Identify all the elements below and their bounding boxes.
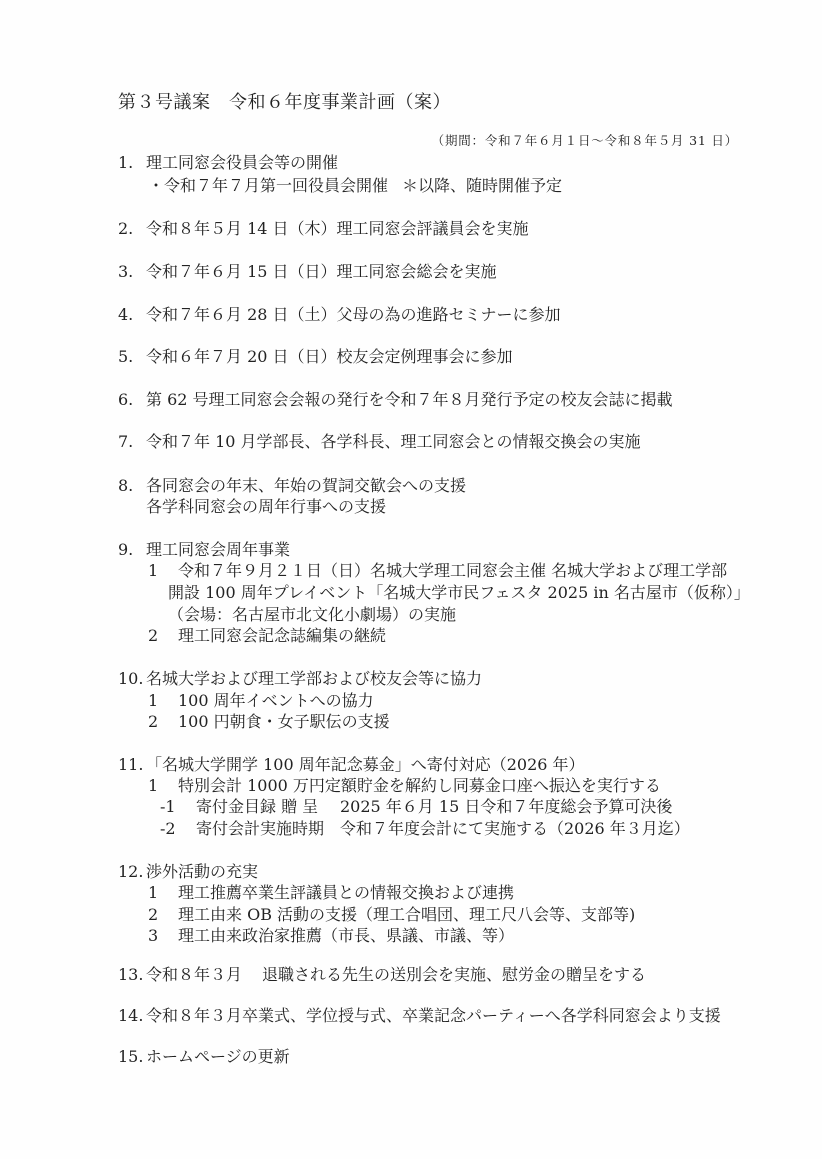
item-number: 4.: [118, 305, 134, 324]
item-text: 理工同窓会周年事業: [146, 540, 291, 559]
subitem-text: 特別会計 1000 万円定額貯金を解約し同募金口座へ振込を実行する: [178, 776, 661, 795]
item-text: 令和６年７月 20 日（日）校友会定例理事会に参加: [146, 347, 513, 366]
subitem-number: 1: [148, 883, 159, 902]
item-text: 令和７年６月 15 日（日）理工同窓会総会を実施: [146, 262, 497, 281]
subsubitem-detail: 令和７年度会計にて実施する（2026 年３月迄）: [340, 819, 690, 838]
item-number: 10.: [118, 669, 144, 688]
item-subtext: ・令和７年７月第一回役員会開催: [148, 176, 389, 195]
item-number: 11.: [118, 755, 144, 774]
subitem-text: 理工由来政治家推薦（市長、県議、市議、等）: [178, 926, 515, 945]
item-text: 令和８年３月卒業式、学位授与式、卒業記念パーティーへ各学科同窓会より支援: [146, 1006, 721, 1025]
period-note: （期間：令和７年６月１日～令和８年５月 31 日）: [431, 133, 738, 148]
subitem-text: 100 円朝食・女子駅伝の支援: [178, 712, 390, 731]
item-number: 14.: [118, 1006, 144, 1025]
item-number: 2.: [118, 219, 134, 238]
item-text: 令和８年５月 14 日（木）理工同窓会評議員会を実施: [146, 219, 529, 238]
item-number: 3.: [118, 262, 134, 281]
subitem-text: 理工推薦卒業生評議員との情報交換および連携: [178, 883, 515, 902]
document-title: 第３号議案 令和６年度事業計画（案）: [118, 92, 451, 113]
item-number: 6.: [118, 390, 134, 409]
item-text: 令和７年 10 月学部長、各学科長、理工同窓会との情報交換会の実施: [146, 432, 641, 451]
item-text-continued: 各学科同窓会の周年行事への支援: [146, 497, 387, 516]
item-text: 令和８年３月: [146, 965, 243, 984]
item-number: 7.: [118, 432, 134, 451]
subsubitem-number: -1: [160, 797, 176, 816]
subitem-text: 理工由来 OB 活動の支援（理工合唱団、理工尺八会等、支部等): [178, 905, 636, 924]
item-number: 9.: [118, 540, 134, 559]
subitem-number: 1: [148, 561, 159, 580]
item-text: 渉外活動の充実: [146, 862, 259, 881]
item-text: 令和７年６月 28 日（土）父母の為の進路セミナーに参加: [146, 305, 561, 324]
subitem-number: 1: [148, 776, 159, 795]
subitem-text-continued: 開設 100 周年プレイベント「名城大学市民フェスタ 2025 in 名古屋市（仮称）」: [168, 583, 750, 602]
item-number: 12.: [118, 862, 144, 881]
item-subnote: ＊以降、随時開催予定: [402, 176, 563, 195]
subitem-text: 理工同窓会記念誌編集の継続: [178, 626, 387, 645]
subitem-text-continued: （会場：名古屋市北文化小劇場）の実施: [168, 605, 457, 624]
subitem-number: 2: [148, 905, 159, 924]
subsubitem-detail: 2025 年６月 15 日令和７年度総会予算可決後: [340, 797, 673, 816]
item-number: 8.: [118, 476, 134, 495]
subitem-number: 2: [148, 712, 159, 731]
subitem-number: 1: [148, 691, 159, 710]
subitem-number: 3: [148, 926, 159, 945]
item-text: ホームページの更新: [146, 1047, 290, 1066]
item-text: 名城大学および理工学部および校友会等に協力: [146, 669, 483, 688]
item-text: 「名城大学開学 100 周年記念募金」へ寄付対応（2026 年）: [146, 755, 585, 774]
subsubitem-label: 寄付会計実施時期: [196, 819, 325, 838]
item-text: 第 62 号理工同窓会会報の発行を令和７年８月発行予定の校友会誌に掲載: [146, 390, 673, 409]
item-number: 5.: [118, 347, 134, 366]
item-detail: 退職される先生の送別会を実施、慰労金の贈呈をする: [262, 965, 647, 984]
item-text: 各同窓会の年末、年始の賀詞交歓会への支援: [146, 476, 467, 495]
subitem-text: 100 周年イベントへの協力: [178, 691, 374, 710]
item-number: 1.: [118, 153, 134, 172]
item-text: 理工同窓会役員会等の開催: [146, 153, 339, 172]
item-number: 15.: [118, 1047, 144, 1066]
subitem-text: 令和７年９月２１日（日）名城大学理工同窓会主催 名城大学および理工学部: [178, 561, 728, 580]
subsubitem-number: -2: [160, 819, 176, 838]
subsubitem-label: 寄付金目録 贈 呈: [196, 797, 319, 816]
item-number: 13.: [118, 965, 144, 984]
subitem-number: 2: [148, 626, 159, 645]
